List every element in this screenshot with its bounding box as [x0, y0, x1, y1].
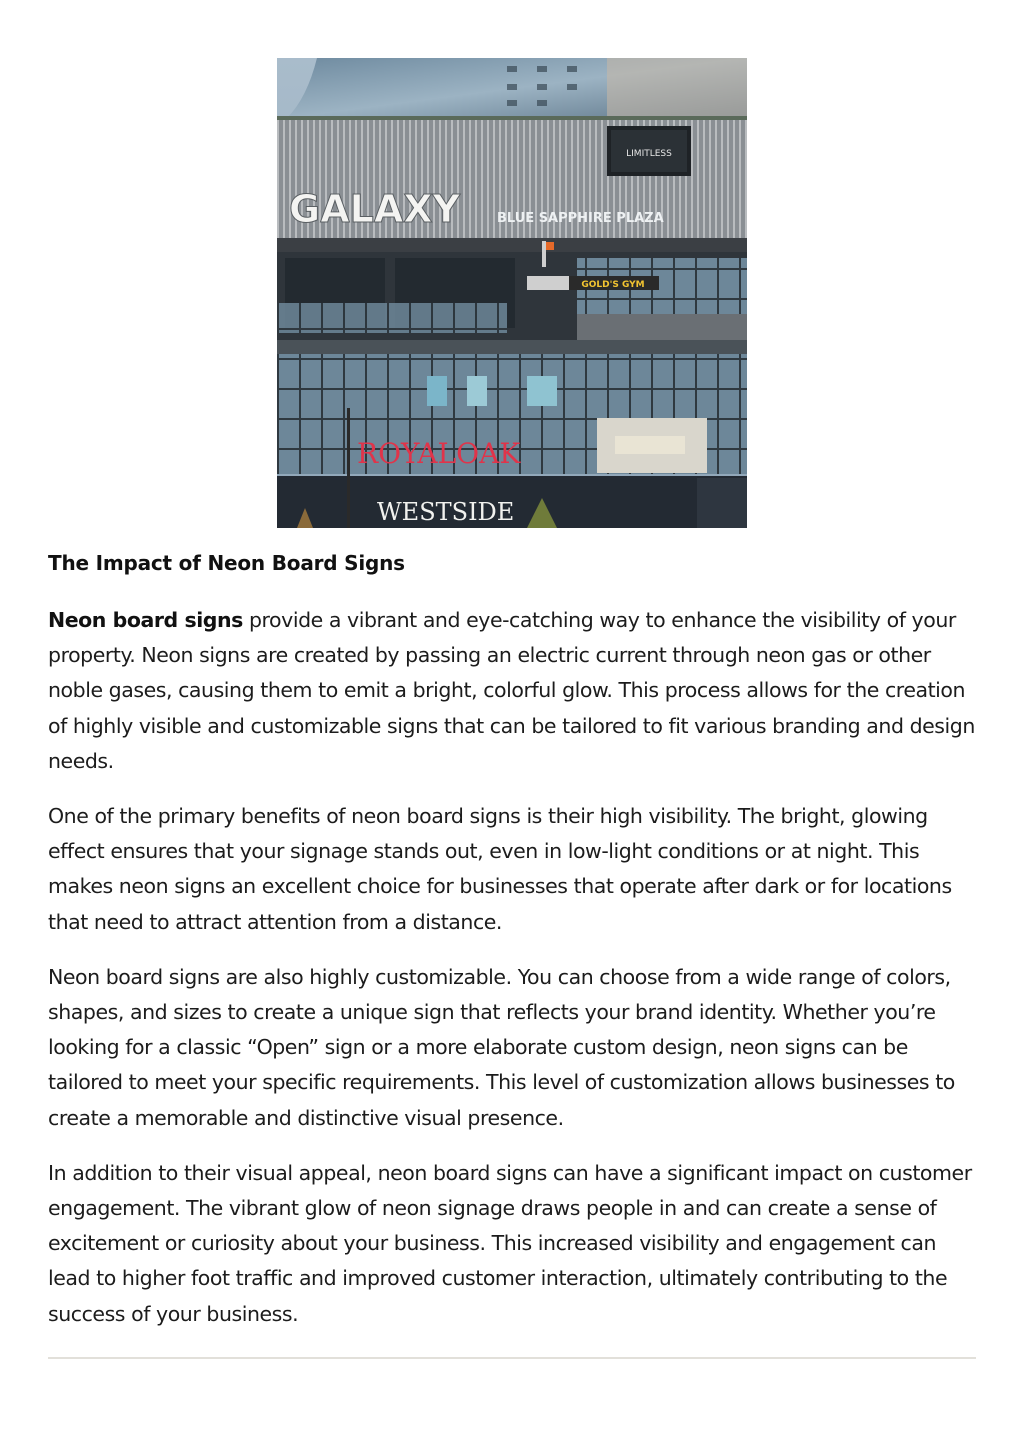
paragraph-2: One of the primary benefits of neon board signs is their high visibility. The bright, glowing effect ensures that your signage stands out, even in low-light conditions or at night. This makes neon signs an excellent choice for businesses that operate after dark or for locations that need to attract attention from a distance. — [48, 804, 952, 934]
divider — [48, 1357, 976, 1359]
paragraph-4: In addition to their visual appeal, neon board signs can have a significant impact on customer engagement. The vibrant glow of neon signage draws people in and can create a sense of excitement or curiosity about your business. This increased visibility and engagement can lead to higher foot traffic and improved customer interaction, ultimately contributing to the success of your business. — [48, 1160, 972, 1326]
westside-sign-text: WESTSIDE — [377, 498, 515, 526]
article-body — [48, 603, 978, 1352]
paragraph-1-lead: Neon board signs — [48, 608, 243, 632]
paragraph-3: Neon board signs are also highly customizable. You can choose from a wide range of colors, shapes, and sizes to create a unique sign that reflects your brand identity. Whether you’re looking for a classic “Open” sign or a more elaborate custom design, neon signs can be tailored to meet your specific requirements. This level of customization allows businesses to create a memorable and distinctive visual presence. — [48, 964, 955, 1130]
gym-sign-text: GOLD'S GYM — [581, 280, 645, 290]
article-image — [277, 58, 747, 528]
section-heading: The Impact of Neon Board Signs — [48, 551, 405, 575]
plaza-sign-text: BLUE SAPPHIRE PLAZA — [497, 211, 664, 226]
screen-sign-text: LIMITLESS — [626, 149, 672, 159]
paragraph-1-text: provide a vibrant and eye-catching way to enhance the visibility of your property. Neon signs are created by passing an electric current through neon gas or other noble gases, causing them to emit a bright, colorful glow. This process allows for the creation of highly visible and customizable signs that can be tailored to fit various branding and design needs. — [48, 608, 975, 773]
galaxy-sign-text: GALAXY — [289, 187, 461, 231]
paragraph-1 — [48, 603, 978, 779]
royaloak-sign-text: ROYALOAK — [357, 437, 521, 470]
